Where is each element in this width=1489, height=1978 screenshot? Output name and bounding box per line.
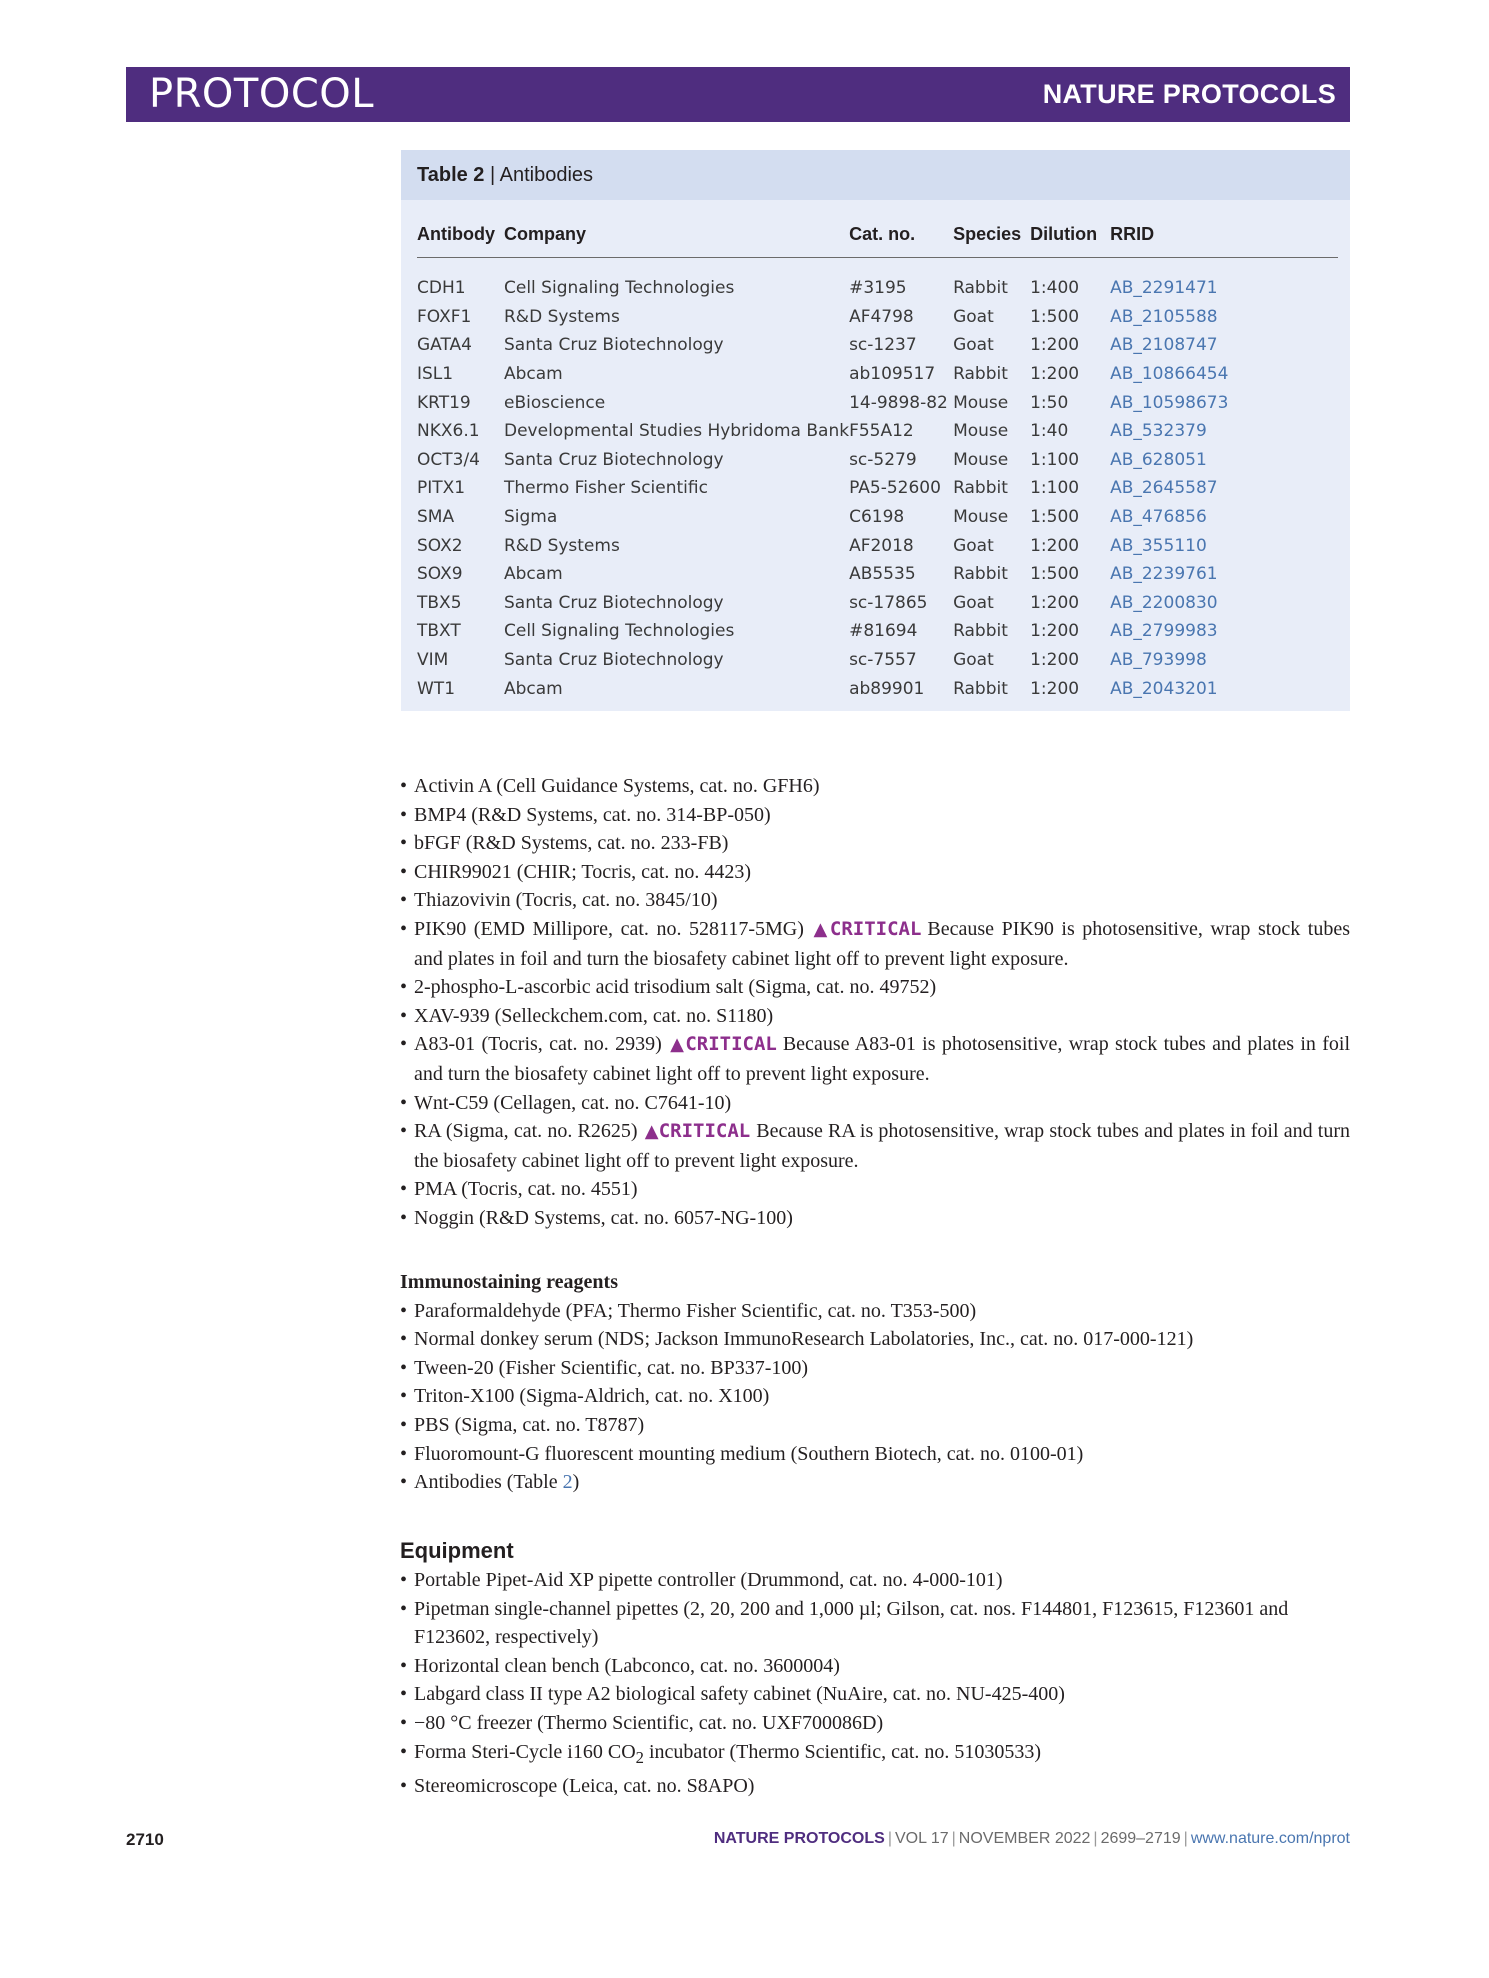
footer-url-link[interactable]: www.nature.com/nprot <box>1190 1830 1350 1847</box>
critical-label: CRITICAL <box>829 917 922 940</box>
footer-date: NOVEMBER 2022 <box>958 1830 1091 1847</box>
reagent-text: XAV-939 (Selleckchem.com, cat. no. S1180) <box>414 1004 774 1027</box>
reagent-item <box>400 1175 1350 1204</box>
rrid-link[interactable]: AB_2799983 <box>1110 621 1218 642</box>
immunostaining-item <box>400 1354 1350 1383</box>
equipment-item <box>400 1772 1350 1801</box>
table-row <box>417 560 1338 589</box>
reagent-text: Activin A (Cell Guidance Systems, cat. no. GFH6) <box>414 775 820 797</box>
cat-no-cell: C6198 <box>849 507 905 528</box>
immunostaining-item <box>400 1411 1350 1440</box>
table-row <box>417 360 1338 389</box>
antibody-cell: CDH1 <box>417 278 466 299</box>
dilution-cell: 1:500 <box>1030 306 1080 327</box>
table-header-row <box>417 212 1338 258</box>
item-text: −80 °C freezer (Thermo Scientific, cat. no. UXF700086D) <box>414 1711 884 1734</box>
table-body <box>417 258 1338 703</box>
company-cell: Santa Cruz Biotechnology <box>504 650 724 671</box>
table-spacer <box>417 258 1338 275</box>
species-cell: Mouse <box>953 449 1009 470</box>
rrid-link[interactable]: AB_2645587 <box>1110 478 1218 499</box>
reagent-item <box>400 1002 1350 1031</box>
species-cell: Goat <box>953 592 994 613</box>
species-cell: Goat <box>953 535 994 556</box>
equipment-item <box>400 1652 1350 1681</box>
warning-triangle-icon: ▲ <box>813 918 830 940</box>
reagent-text: PIK90 (EMD Millipore, cat. no. 528117-5MG) <box>414 917 804 940</box>
company-cell: Santa Cruz Biotechnology <box>504 335 724 356</box>
dilution-cell: 1:200 <box>1030 535 1080 556</box>
species-cell: Mouse <box>953 421 1009 442</box>
table-row <box>417 388 1338 417</box>
species-cell: Goat <box>953 306 994 327</box>
reagent-item <box>400 1089 1350 1118</box>
column-header: Dilution <box>1030 212 1110 258</box>
critical-badge <box>645 1120 751 1142</box>
critical-label: CRITICAL <box>658 1120 751 1143</box>
rrid-link[interactable]: AB_10866454 <box>1110 364 1229 385</box>
species-cell: Rabbit <box>953 621 1008 642</box>
cat-no-cell: F55A12 <box>849 421 914 442</box>
species-cell: Rabbit <box>953 278 1008 299</box>
reagent-item <box>400 1030 1350 1088</box>
subscript: 2 <box>635 1747 644 1767</box>
antibody-cell: PITX1 <box>417 478 466 499</box>
item-text: Labgard class II type A2 biological safety cabinet (NuAire, cat. no. NU-425-400) <box>414 1683 1065 1706</box>
immunostaining-item <box>400 1440 1350 1469</box>
dilution-cell: 1:200 <box>1030 621 1080 642</box>
rrid-link[interactable]: AB_628051 <box>1110 449 1207 470</box>
immunostaining-item <box>400 1325 1350 1354</box>
item-text: Fluoromount-G fluorescent mounting medium (Southern Biotech, cat. no. 0100-01) <box>414 1442 1084 1465</box>
table-row <box>417 589 1338 618</box>
item-text: Stereomicroscope (Leica, cat. no. S8APO) <box>414 1775 755 1798</box>
company-cell: Cell Signaling Technologies <box>504 621 735 642</box>
antibody-cell: VIM <box>417 650 449 671</box>
dilution-cell: 1:200 <box>1030 650 1080 671</box>
reagent-text: BMP4 (R&D Systems, cat. no. 314-BP-050) <box>414 803 771 826</box>
cat-no-cell: AB5535 <box>849 564 916 585</box>
immunostaining-item <box>400 1297 1350 1326</box>
equipment-item <box>400 1680 1350 1709</box>
reagent-item <box>400 886 1350 915</box>
cat-no-cell: sc-17865 <box>849 592 928 613</box>
antibody-cell: KRT19 <box>417 392 471 413</box>
critical-note: Because RA is photosensitive, wrap stock tubes and plates in foil and turn the biosafety cabinet light off to prevent light exposure. <box>414 1120 1351 1172</box>
dilution-cell: 1:200 <box>1030 592 1080 613</box>
table-row <box>417 617 1338 646</box>
antibody-cell: SMA <box>417 507 455 528</box>
column-header: Company <box>504 212 849 258</box>
immunostaining-item <box>400 1382 1350 1411</box>
reagent-text: RA (Sigma, cat. no. R2625) <box>414 1120 638 1143</box>
immunostaining-section <box>400 1268 1350 1497</box>
reagent-list <box>400 772 1350 1233</box>
antibody-cell: TBXT <box>417 621 461 642</box>
reagent-text: Thiazovivin (Tocris, cat. no. 3845/10) <box>414 889 718 912</box>
reagent-text: Wnt-C59 (Cellagen, cat. no. C7641-10) <box>414 1091 732 1114</box>
species-cell: Rabbit <box>953 364 1008 385</box>
item-text: Antibodies (Table <box>414 1471 563 1494</box>
company-cell: Santa Cruz Biotechnology <box>504 449 724 470</box>
immunostaining-list <box>400 1297 1350 1497</box>
table-title <box>401 150 1350 200</box>
antibody-cell: WT1 <box>417 678 456 699</box>
species-cell: Mouse <box>953 392 1009 413</box>
item-text: Forma Steri-Cycle i160 CO <box>414 1740 636 1763</box>
reagent-text: A83-01 (Tocris, cat. no. 2939) <box>414 1033 662 1056</box>
dilution-cell: 1:200 <box>1030 678 1080 699</box>
item-text: Portable Pipet-Aid XP pipette controller (Drummond, cat. no. 4-000-101) <box>414 1569 1003 1591</box>
reagent-item <box>400 858 1350 887</box>
equipment-title: Equipment <box>400 1538 514 1563</box>
company-cell: Abcam <box>504 678 563 699</box>
dilution-cell: 1:200 <box>1030 364 1080 385</box>
rrid-link[interactable]: AB_2105588 <box>1110 306 1218 327</box>
company-cell: R&D Systems <box>504 535 620 556</box>
antibody-cell: SOX9 <box>417 564 463 585</box>
item-text: incubator (Thermo Scientific, cat. no. 51030533) <box>643 1740 1042 1763</box>
page-number: 2710 <box>126 1830 164 1849</box>
rrid-link[interactable]: AB_2239761 <box>1110 564 1218 585</box>
section-label: PROTOCOL <box>149 71 375 117</box>
journal-header-bar <box>126 67 1350 122</box>
column-header: Antibody <box>417 212 504 258</box>
table-row <box>417 303 1338 332</box>
antibody-cell: FOXF1 <box>417 306 472 327</box>
rrid-link[interactable]: AB_355110 <box>1110 535 1207 556</box>
reagent-item <box>400 801 1350 830</box>
dilution-cell: 1:500 <box>1030 507 1080 528</box>
table-row <box>417 331 1338 360</box>
table-row <box>417 446 1338 475</box>
equipment-item <box>400 1738 1350 1773</box>
table-row <box>417 417 1338 446</box>
item-text: Paraformaldehyde (PFA; Thermo Fisher Scientific, cat. no. T353-500) <box>414 1299 977 1322</box>
reagent-item <box>400 915 1350 973</box>
item-text: PBS (Sigma, cat. no. T8787) <box>414 1413 645 1436</box>
cat-no-cell: sc-1237 <box>849 335 917 356</box>
dilution-cell: 1:100 <box>1030 449 1080 470</box>
company-cell: Thermo Fisher Scientific <box>504 478 708 499</box>
company-cell: eBioscience <box>504 392 606 413</box>
reagent-text: Noggin (R&D Systems, cat. no. 6057-NG-100) <box>414 1206 793 1229</box>
rrid-link[interactable]: AB_2200830 <box>1110 592 1218 613</box>
rrid-link[interactable]: AB_793998 <box>1110 650 1207 671</box>
critical-badge <box>670 1033 777 1055</box>
species-cell: Mouse <box>953 507 1009 528</box>
company-cell: Abcam <box>504 364 563 385</box>
antibody-cell: TBX5 <box>417 592 462 613</box>
antibodies-table <box>417 212 1338 703</box>
dilution-cell: 1:400 <box>1030 278 1080 299</box>
footer-pages: 2699–2719 <box>1100 1830 1181 1847</box>
equipment-item <box>400 1595 1350 1652</box>
immunostaining-title: Immunostaining reagents <box>400 1271 618 1293</box>
table-row <box>417 531 1338 560</box>
reagent-text: PMA (Tocris, cat. no. 4551) <box>414 1178 638 1201</box>
footer-volume: VOL 17 <box>894 1830 949 1847</box>
item-text: Normal donkey serum (NDS; Jackson ImmunoResearch Labolatories, Inc., cat. no. 017-000-121) <box>414 1328 1194 1351</box>
reagent-item <box>400 1117 1350 1175</box>
table-row <box>417 646 1338 675</box>
critical-badge <box>813 918 921 940</box>
item-text: Triton-X100 (Sigma-Aldrich, cat. no. X100) <box>414 1385 770 1408</box>
cat-no-cell: #81694 <box>849 621 918 642</box>
reagent-text: 2-phospho-L-ascorbic acid trisodium salt (Sigma, cat. no. 49752) <box>414 976 937 999</box>
warning-triangle-icon: ▲ <box>644 1121 659 1143</box>
species-cell: Goat <box>953 650 994 671</box>
antibody-cell: NKX6.1 <box>417 421 480 442</box>
cat-no-cell: AF2018 <box>849 535 914 556</box>
company-cell: R&D Systems <box>504 306 620 327</box>
species-cell: Rabbit <box>953 678 1008 699</box>
footer-journal: NATURE PROTOCOLS <box>713 1830 885 1847</box>
critical-note: Because A83-01 is photosensitive, wrap stock tubes and plates in foil and turn the biosafety cabinet light off to prevent light exposure. <box>414 1033 1351 1085</box>
dilution-cell: 1:200 <box>1030 335 1080 356</box>
critical-label: CRITICAL <box>685 1033 777 1056</box>
critical-note: Because PIK90 is photosensitive, wrap stock tubes and plates in foil and turn the biosafety cabinet light off to prevent light exposure. <box>414 917 1350 970</box>
reagents-section <box>400 772 1350 1233</box>
column-header: Cat. no. <box>849 212 953 258</box>
item-text: Pipetman single-channel pipettes (2, 20, 200 and 1,000 µl; Gilson, cat. nos. F144801, F123615, F123601 and F123602, respectively) <box>414 1597 1289 1649</box>
cat-no-cell: ab109517 <box>849 364 936 385</box>
equipment-item <box>400 1566 1350 1595</box>
antibody-cell: SOX2 <box>417 535 463 556</box>
species-cell: Rabbit <box>953 478 1008 499</box>
column-header: Species <box>953 212 1030 258</box>
company-cell: Santa Cruz Biotechnology <box>504 592 724 613</box>
reagent-item <box>400 772 1350 801</box>
reagent-item <box>400 973 1350 1002</box>
item-text: ) <box>572 1471 580 1494</box>
equipment-item <box>400 1709 1350 1738</box>
item-text: Horizontal clean bench (Labconco, cat. no. 3600004) <box>414 1654 840 1677</box>
cat-no-cell: sc-5279 <box>849 449 917 470</box>
antibody-cell: ISL1 <box>417 364 454 385</box>
dilution-cell: 1:50 <box>1030 392 1069 413</box>
antibodies-table-box <box>401 150 1350 711</box>
equipment-section <box>400 1536 1350 1801</box>
company-cell: Developmental Studies Hybridoma Bank <box>504 421 850 442</box>
reagent-item <box>400 1204 1350 1233</box>
reagent-text: CHIR99021 (CHIR; Tocris, cat. no. 4423) <box>414 860 752 883</box>
warning-triangle-icon: ▲ <box>670 1034 686 1056</box>
table-number: Table 2 <box>417 164 485 186</box>
rrid-link[interactable]: AB_10598673 <box>1110 392 1229 413</box>
rrid-link[interactable]: AB_2291471 <box>1110 278 1218 299</box>
antibody-cell: OCT3/4 <box>417 449 480 470</box>
antibody-cell: GATA4 <box>417 335 472 356</box>
table-row <box>417 503 1338 532</box>
species-cell: Goat <box>953 335 994 356</box>
cat-no-cell: sc-7557 <box>849 650 917 671</box>
table-title-separator: | <box>484 164 500 186</box>
rrid-link[interactable]: AB_532379 <box>1110 421 1207 442</box>
journal-name: NATURE PROTOCOLS <box>1042 79 1336 109</box>
footer-citation: NATURE PROTOCOLS | VOL 17 | NOVEMBER 2022 | 2699–2719 | www.nature.com/nprot <box>713 1830 1350 1847</box>
dilution-cell: 1:40 <box>1030 421 1069 442</box>
rrid-link[interactable]: AB_2043201 <box>1110 678 1218 699</box>
cat-no-cell: PA5-52600 <box>849 478 941 499</box>
dilution-cell: 1:500 <box>1030 564 1080 585</box>
immunostaining-item <box>400 1468 1350 1497</box>
table-reference-link[interactable]: 2 <box>562 1471 573 1494</box>
cat-no-cell: #3195 <box>849 278 907 299</box>
reagent-text: bFGF (R&D Systems, cat. no. 233-FB) <box>414 832 729 855</box>
item-text: Tween-20 (Fisher Scientific, cat. no. BP337-100) <box>414 1356 809 1379</box>
column-header: RRID <box>1110 212 1338 258</box>
table-title-text: Antibodies <box>499 164 594 186</box>
cat-no-cell: 14-9898-82 <box>849 392 948 413</box>
company-cell: Sigma <box>504 507 558 528</box>
cat-no-cell: AF4798 <box>849 306 914 327</box>
table-row <box>417 474 1338 503</box>
company-cell: Abcam <box>504 564 563 585</box>
reagent-item <box>400 829 1350 858</box>
company-cell: Cell Signaling Technologies <box>504 278 735 299</box>
cat-no-cell: ab89901 <box>849 678 925 699</box>
equipment-list <box>400 1566 1350 1801</box>
species-cell: Rabbit <box>953 564 1008 585</box>
table-row <box>417 674 1338 703</box>
rrid-link[interactable]: AB_2108747 <box>1110 335 1218 356</box>
rrid-link[interactable]: AB_476856 <box>1110 507 1207 528</box>
dilution-cell: 1:100 <box>1030 478 1080 499</box>
table-row <box>417 274 1338 303</box>
